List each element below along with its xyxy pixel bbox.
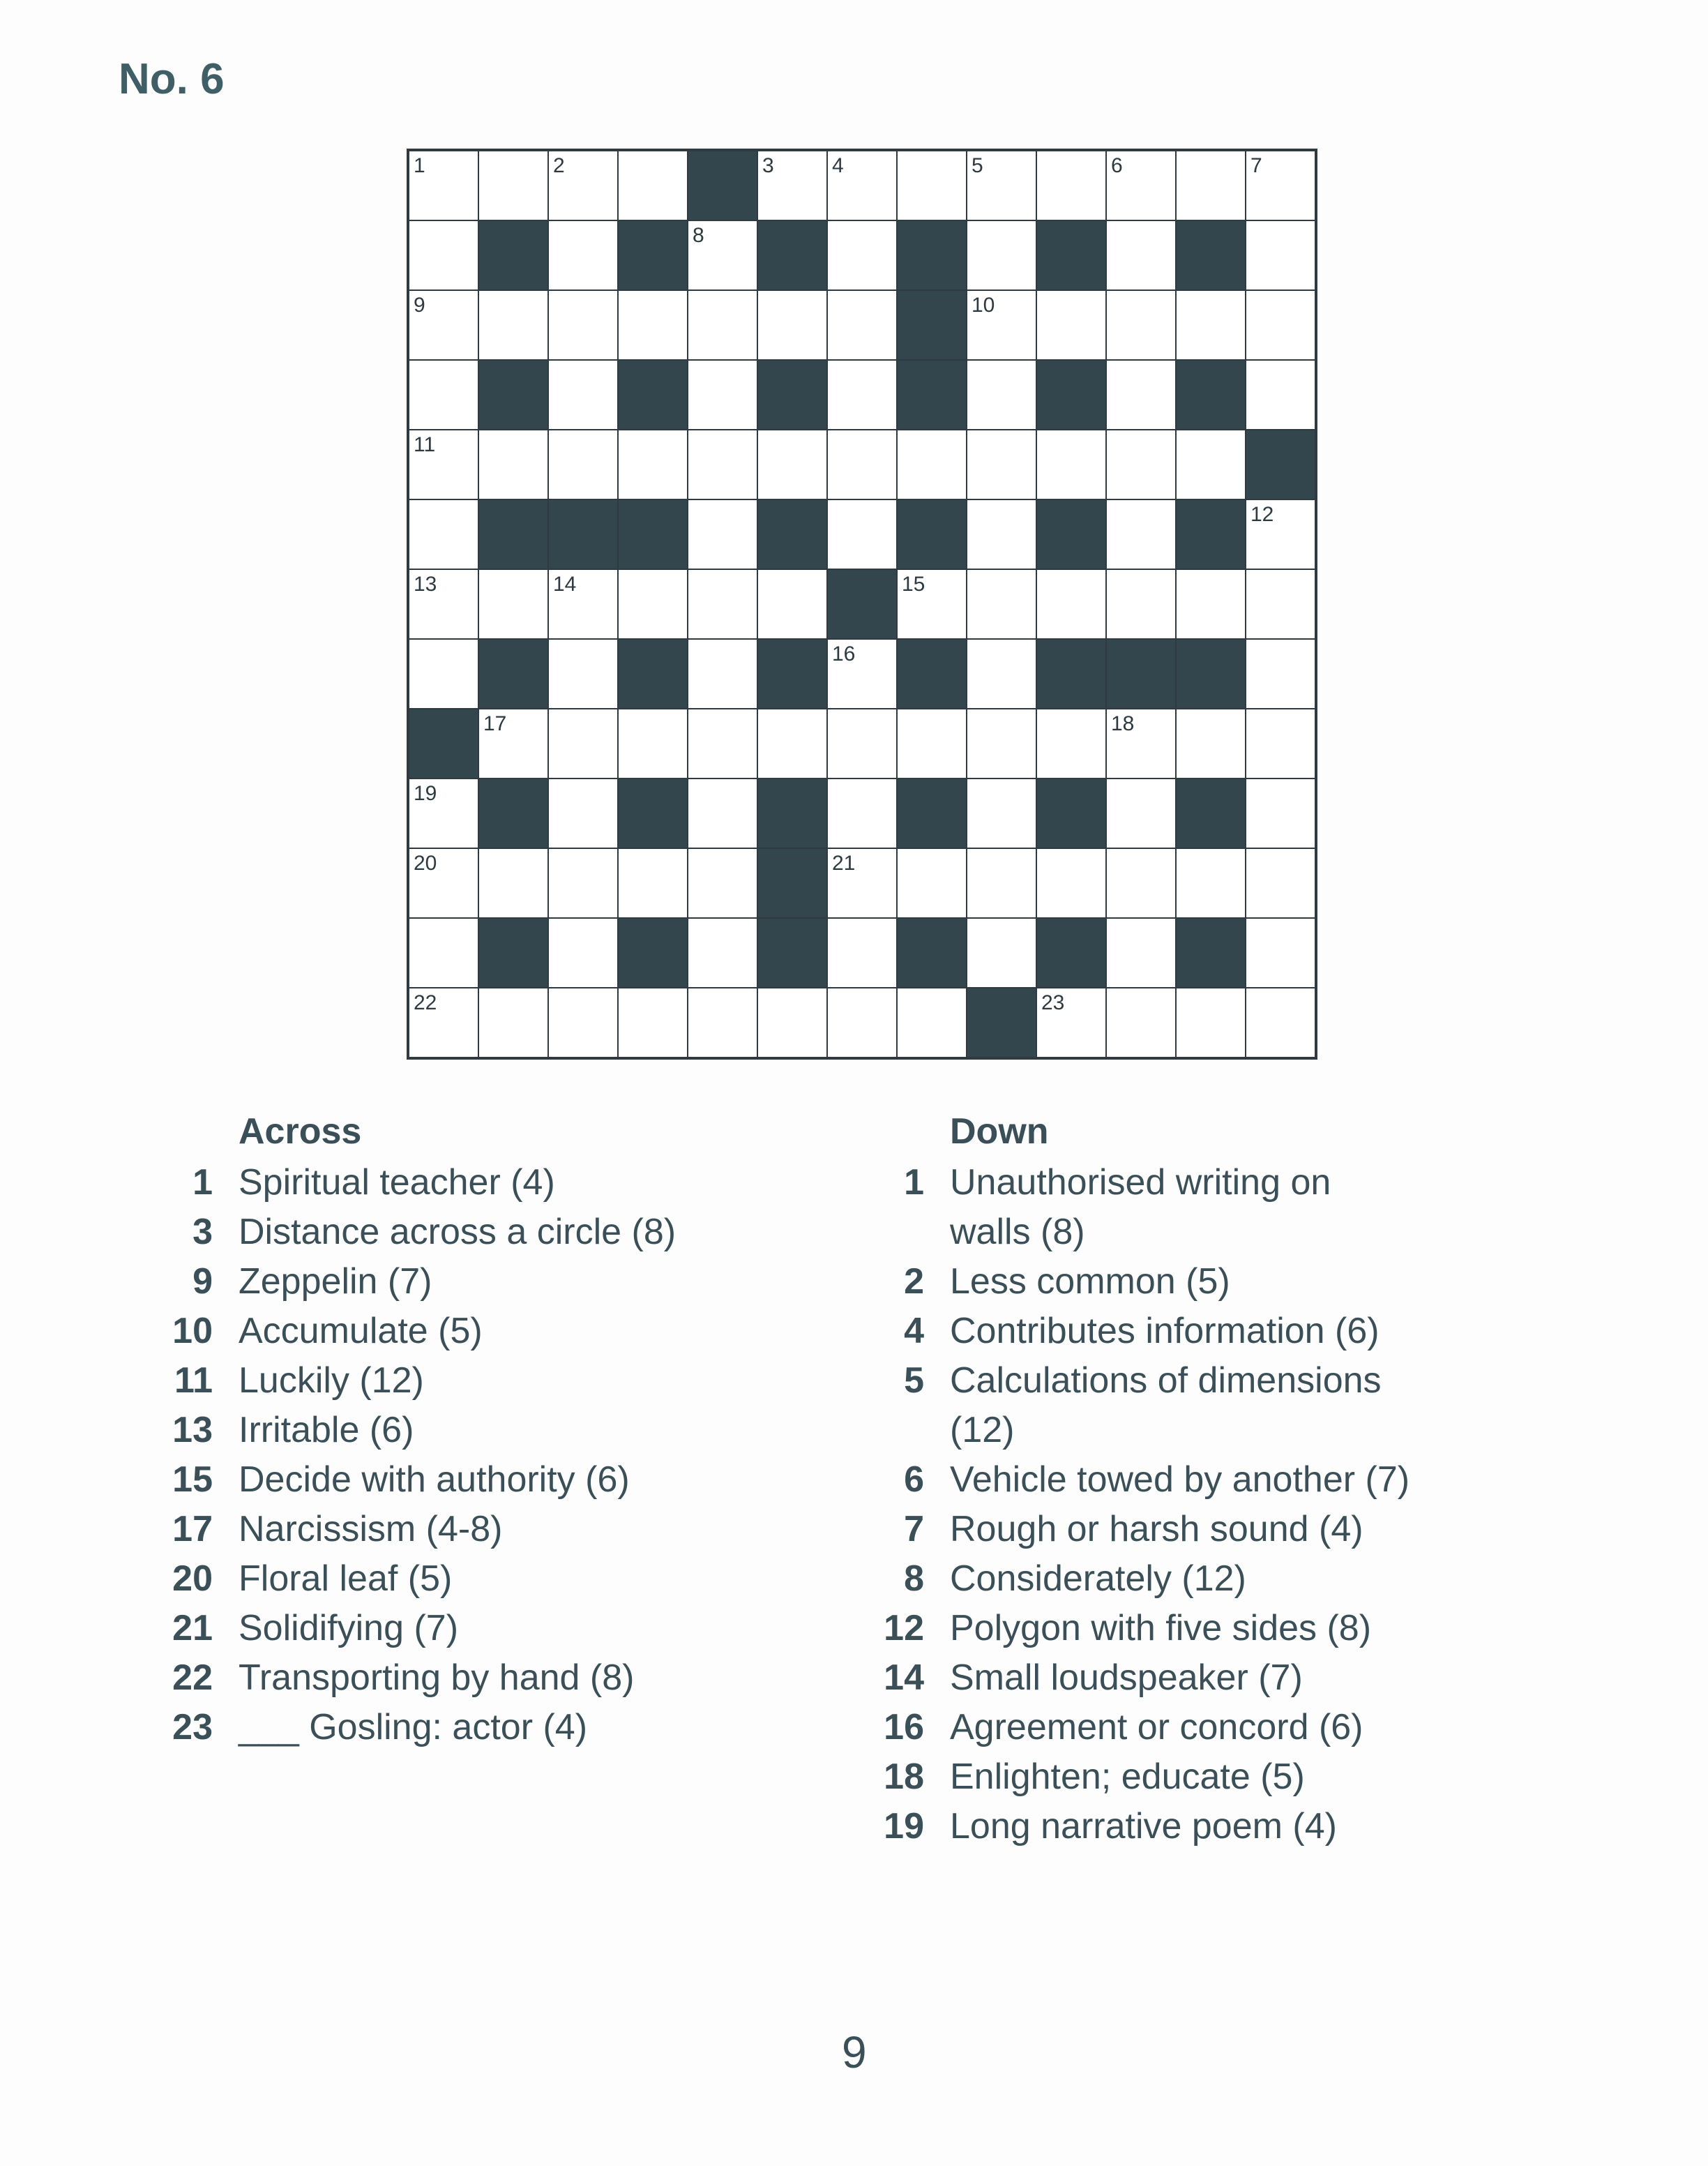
down-clue (861, 1752, 1410, 1802)
clue-text: Solidifying (7) (239, 1608, 459, 1648)
down-clue (861, 1257, 1410, 1307)
across-clue (150, 1604, 676, 1653)
down-clue (861, 1158, 1410, 1257)
across-heading: Across (239, 1111, 362, 1152)
clue-num: 1 (904, 1162, 924, 1203)
grid-cell[interactable] (478, 848, 548, 918)
clue-number: 13 (414, 573, 437, 596)
grid-cell[interactable] (478, 988, 548, 1058)
grid-cell[interactable] (1106, 848, 1176, 918)
grid-cell[interactable] (967, 290, 1036, 360)
grid-cell[interactable] (688, 569, 757, 639)
down-clue (861, 1455, 1410, 1505)
grid-cell[interactable] (688, 918, 757, 988)
grid-block (757, 918, 827, 988)
clue-num: 14 (884, 1657, 924, 1698)
grid-cell[interactable] (409, 779, 478, 848)
clue-num: 23 (172, 1707, 213, 1747)
grid-block (1036, 360, 1106, 430)
grid-block (757, 848, 827, 918)
grid-cell[interactable] (1106, 290, 1176, 360)
grid-cell[interactable] (1176, 569, 1246, 639)
clue-text: Contributes information (6) (950, 1311, 1380, 1351)
grid-cell[interactable] (1246, 151, 1315, 220)
grid-cell[interactable] (827, 988, 897, 1058)
clue-num: 9 (192, 1261, 213, 1302)
grid-cell[interactable] (548, 918, 618, 988)
grid-cell[interactable] (618, 709, 688, 779)
grid-cell[interactable] (478, 569, 548, 639)
grid-cell[interactable] (478, 430, 548, 499)
across-clues-section (150, 1109, 676, 1752)
grid-cell[interactable] (1246, 988, 1315, 1058)
grid-cell[interactable] (1246, 360, 1315, 430)
grid-cell[interactable] (1176, 430, 1246, 499)
clue-number: 16 (832, 642, 856, 665)
grid-cell[interactable] (688, 290, 757, 360)
clue-text: Agreement or concord (6) (950, 1707, 1363, 1747)
clue-number: 12 (1250, 503, 1274, 526)
grid-cell[interactable] (967, 151, 1036, 220)
grid-cell[interactable] (1246, 499, 1315, 569)
grid-cell[interactable] (827, 220, 897, 290)
grid-cell[interactable] (1036, 709, 1106, 779)
clue-number: 8 (693, 224, 704, 247)
crossword-grid (407, 149, 1317, 1060)
grid-cell[interactable] (1246, 220, 1315, 290)
grid-cell[interactable] (967, 779, 1036, 848)
grid-cell[interactable] (548, 779, 618, 848)
grid-cell[interactable] (1106, 569, 1176, 639)
clue-text: Unauthorised writing on walls (8) (950, 1162, 1331, 1252)
grid-cell[interactable] (897, 569, 967, 639)
grid-cell[interactable] (1176, 709, 1246, 779)
across-clue (150, 1505, 676, 1554)
grid-cell[interactable] (409, 430, 478, 499)
grid-cell[interactable] (618, 988, 688, 1058)
grid-block (1246, 430, 1315, 499)
grid-cell[interactable] (827, 430, 897, 499)
clue-num: 12 (884, 1608, 924, 1648)
clue-num: 3 (192, 1212, 213, 1252)
clue-number: 1 (414, 154, 425, 177)
grid-block (1176, 360, 1246, 430)
puzzle-title: No. 6 (119, 55, 225, 103)
grid-block (757, 499, 827, 569)
grid-cell[interactable] (548, 569, 618, 639)
grid-cell[interactable] (548, 988, 618, 1058)
grid-cell[interactable] (1106, 430, 1176, 499)
clue-num: 6 (904, 1459, 924, 1500)
grid-cell[interactable] (827, 848, 897, 918)
grid-block (757, 220, 827, 290)
clue-num: 21 (172, 1608, 213, 1648)
clue-number: 2 (553, 154, 565, 177)
grid-block (478, 220, 548, 290)
down-clue-list (861, 1158, 1410, 1851)
clue-num: 10 (172, 1311, 213, 1351)
grid-cell[interactable] (1036, 569, 1106, 639)
grid-block (478, 639, 548, 709)
page-number: 9 (842, 2027, 867, 2077)
clue-text: Irritable (6) (239, 1410, 414, 1450)
grid-block (1036, 918, 1106, 988)
grid-block (1036, 499, 1106, 569)
down-clue (861, 1802, 1410, 1851)
grid-cell[interactable] (409, 290, 478, 360)
across-clue (150, 1554, 676, 1604)
across-clue (150, 1703, 676, 1752)
clue-num: 8 (904, 1558, 924, 1599)
grid-cell[interactable] (409, 918, 478, 988)
grid-block (967, 988, 1036, 1058)
grid-block (618, 499, 688, 569)
grid-cell[interactable] (409, 988, 478, 1058)
grid-cell[interactable] (1246, 709, 1315, 779)
grid-cell[interactable] (548, 430, 618, 499)
clue-num: 7 (904, 1509, 924, 1549)
clue-number: 17 (483, 712, 507, 735)
clue-text: Transporting by hand (8) (239, 1657, 635, 1698)
grid-block (618, 360, 688, 430)
grid-cell[interactable] (688, 709, 757, 779)
down-clue (861, 1703, 1410, 1752)
grid-cell[interactable] (897, 988, 967, 1058)
clue-text: Distance across a circle (8) (239, 1212, 677, 1252)
clue-number: 21 (832, 852, 856, 875)
grid-cell[interactable] (967, 709, 1036, 779)
across-clue (150, 1307, 676, 1356)
clue-text: Narcissism (4-8) (239, 1509, 503, 1549)
grid-cell[interactable] (827, 639, 897, 709)
grid-cell[interactable] (967, 918, 1036, 988)
clue-number: 3 (762, 154, 774, 177)
clue-number: 11 (414, 433, 436, 456)
clue-number: 5 (972, 154, 983, 177)
clue-num: 13 (172, 1410, 213, 1450)
grid-cell[interactable] (478, 709, 548, 779)
grid-cell[interactable] (827, 709, 897, 779)
grid-cell[interactable] (618, 430, 688, 499)
grid-cell[interactable] (409, 569, 478, 639)
grid-cell[interactable] (409, 848, 478, 918)
clue-number: 18 (1111, 712, 1135, 735)
clue-num: 18 (884, 1757, 924, 1797)
clue-num: 16 (884, 1707, 924, 1747)
grid-cell[interactable] (548, 639, 618, 709)
grid-block (897, 918, 967, 988)
grid-cell[interactable] (1106, 151, 1176, 220)
down-heading: Down (950, 1111, 1049, 1152)
grid-cell[interactable] (618, 290, 688, 360)
across-clue (150, 1455, 676, 1505)
clue-text: Vehicle towed by another (7) (950, 1459, 1410, 1500)
grid-cell[interactable] (688, 360, 757, 430)
grid-cell[interactable] (967, 499, 1036, 569)
grid-cell[interactable] (1246, 918, 1315, 988)
grid-cell[interactable] (757, 569, 827, 639)
grid-cell[interactable] (548, 151, 618, 220)
grid-cell[interactable] (967, 360, 1036, 430)
across-clue (150, 1257, 676, 1307)
grid-block (757, 779, 827, 848)
grid-cell[interactable] (1036, 988, 1106, 1058)
clue-text: Long narrative poem (4) (950, 1806, 1337, 1847)
grid-cell[interactable] (688, 779, 757, 848)
grid-cell[interactable] (618, 151, 688, 220)
grid-block (1176, 499, 1246, 569)
clue-text: Zeppelin (7) (239, 1261, 432, 1302)
clue-num: 17 (172, 1509, 213, 1549)
clue-text: Luckily (12) (239, 1360, 424, 1401)
grid-cell[interactable] (757, 430, 827, 499)
grid-cell[interactable] (688, 499, 757, 569)
across-clue (150, 1406, 676, 1455)
grid-cell[interactable] (548, 848, 618, 918)
clue-number: 6 (1111, 154, 1123, 177)
grid-block (757, 639, 827, 709)
down-clues-section (861, 1109, 1410, 1851)
clue-number: 22 (414, 991, 437, 1014)
grid-block (618, 639, 688, 709)
clue-text: Rough or harsh sound (4) (950, 1509, 1363, 1549)
grid-block (897, 360, 967, 430)
grid-block (1176, 639, 1246, 709)
grid-cell[interactable] (548, 709, 618, 779)
clue-text: Decide with authority (6) (239, 1459, 630, 1500)
grid-cell[interactable] (688, 988, 757, 1058)
grid-cell[interactable] (1176, 290, 1246, 360)
clue-text: Calculations of dimensions (12) (950, 1360, 1382, 1450)
grid-block (1036, 779, 1106, 848)
grid-block (1106, 639, 1176, 709)
clue-text: Enlighten; educate (5) (950, 1757, 1305, 1797)
grid-cell[interactable] (757, 290, 827, 360)
grid-cell[interactable] (618, 569, 688, 639)
grid-cell[interactable] (967, 569, 1036, 639)
clue-num: 15 (172, 1459, 213, 1500)
clue-text: ___ Gosling: actor (4) (239, 1707, 588, 1747)
grid-cell[interactable] (688, 848, 757, 918)
clue-text: Accumulate (5) (239, 1311, 483, 1351)
grid-cell[interactable] (1106, 709, 1176, 779)
across-clue (150, 1653, 676, 1703)
grid-cell[interactable] (1106, 360, 1176, 430)
grid-cell[interactable] (897, 709, 967, 779)
grid-block (1036, 220, 1106, 290)
grid-block (548, 499, 618, 569)
grid-cell[interactable] (1246, 639, 1315, 709)
grid-cell[interactable] (897, 151, 967, 220)
grid-block (757, 360, 827, 430)
clue-text: Spiritual teacher (4) (239, 1162, 555, 1203)
grid-block (409, 709, 478, 779)
clue-text: Less common (5) (950, 1261, 1230, 1302)
grid-cell[interactable] (478, 151, 548, 220)
grid-block (618, 918, 688, 988)
clue-number: 23 (1041, 991, 1065, 1014)
grid-cell[interactable] (548, 360, 618, 430)
grid-block (478, 360, 548, 430)
grid-cell[interactable] (827, 918, 897, 988)
grid-cell[interactable] (967, 220, 1036, 290)
grid-cell[interactable] (548, 220, 618, 290)
down-clue (861, 1604, 1410, 1653)
grid-cell[interactable] (409, 151, 478, 220)
grid-block (688, 151, 757, 220)
clue-text: Small loudspeaker (7) (950, 1657, 1303, 1698)
grid-cell[interactable] (1036, 151, 1106, 220)
grid-cell[interactable] (897, 430, 967, 499)
clue-num: 1 (192, 1162, 213, 1203)
grid-cell[interactable] (967, 848, 1036, 918)
grid-cell[interactable] (618, 848, 688, 918)
clue-num: 19 (884, 1806, 924, 1847)
grid-cell[interactable] (688, 220, 757, 290)
clue-num: 20 (172, 1558, 213, 1599)
clue-num: 2 (904, 1261, 924, 1302)
grid-cell[interactable] (827, 779, 897, 848)
grid-cell[interactable] (967, 639, 1036, 709)
grid-cell[interactable] (1106, 779, 1176, 848)
grid-cell[interactable] (688, 430, 757, 499)
grid-cell[interactable] (1036, 430, 1106, 499)
grid-cell[interactable] (1176, 151, 1246, 220)
grid-cell[interactable] (1036, 848, 1106, 918)
grid-cell[interactable] (757, 151, 827, 220)
grid-block (1176, 779, 1246, 848)
grid-cell[interactable] (1246, 290, 1315, 360)
across-clue (150, 1158, 676, 1208)
grid-cell[interactable] (548, 290, 618, 360)
clue-number: 15 (902, 573, 925, 596)
grid-cell[interactable] (1036, 290, 1106, 360)
clue-number: 20 (414, 852, 437, 875)
grid-cell[interactable] (409, 499, 478, 569)
grid-cell[interactable] (1246, 779, 1315, 848)
grid-block (478, 918, 548, 988)
grid-cell[interactable] (1246, 569, 1315, 639)
grid-cell[interactable] (1106, 988, 1176, 1058)
down-clue (861, 1307, 1410, 1356)
grid-cell[interactable] (688, 639, 757, 709)
down-clue (861, 1653, 1410, 1703)
clue-num: 5 (904, 1360, 924, 1401)
clue-number: 19 (414, 782, 437, 805)
clue-number: 4 (832, 154, 844, 177)
grid-block (1176, 918, 1246, 988)
grid-cell[interactable] (897, 848, 967, 918)
grid-cell[interactable] (478, 290, 548, 360)
grid-cell[interactable] (409, 360, 478, 430)
grid-cell[interactable] (1176, 988, 1246, 1058)
grid-cell[interactable] (827, 499, 897, 569)
clue-number: 9 (414, 294, 425, 317)
grid-cell[interactable] (757, 988, 827, 1058)
down-clue (861, 1505, 1410, 1554)
grid-cell[interactable] (1106, 220, 1176, 290)
grid-block (897, 779, 967, 848)
grid-cell[interactable] (827, 360, 897, 430)
grid-block (478, 779, 548, 848)
grid-block (897, 639, 967, 709)
grid-block (1176, 220, 1246, 290)
grid-cell[interactable] (1106, 499, 1176, 569)
grid-block (827, 569, 897, 639)
down-clue (861, 1356, 1410, 1455)
grid-block (618, 220, 688, 290)
grid-cell[interactable] (967, 430, 1036, 499)
grid-cell[interactable] (1246, 848, 1315, 918)
grid-cell[interactable] (1176, 848, 1246, 918)
grid-cell[interactable] (827, 290, 897, 360)
grid-cell[interactable] (409, 220, 478, 290)
grid-cell[interactable] (409, 639, 478, 709)
clue-num: 22 (172, 1657, 213, 1698)
grid-block (897, 290, 967, 360)
grid-block (1036, 639, 1106, 709)
clue-number: 7 (1250, 154, 1262, 177)
grid-cell[interactable] (827, 151, 897, 220)
grid-cell[interactable] (757, 709, 827, 779)
grid-block (897, 499, 967, 569)
grid-block (897, 220, 967, 290)
clue-number: 14 (553, 573, 577, 596)
across-clue (150, 1208, 676, 1257)
grid-cell[interactable] (1106, 918, 1176, 988)
clue-text: Considerately (12) (950, 1558, 1246, 1599)
grid-block (618, 779, 688, 848)
clue-number: 10 (972, 294, 995, 317)
across-clue (150, 1356, 676, 1406)
clue-num: 11 (174, 1360, 213, 1401)
clue-text: Polygon with five sides (8) (950, 1608, 1372, 1648)
clue-text: Floral leaf (5) (239, 1558, 453, 1599)
across-clue-list (150, 1158, 676, 1752)
grid-block (478, 499, 548, 569)
down-clue (861, 1554, 1410, 1604)
clue-num: 4 (904, 1311, 924, 1351)
